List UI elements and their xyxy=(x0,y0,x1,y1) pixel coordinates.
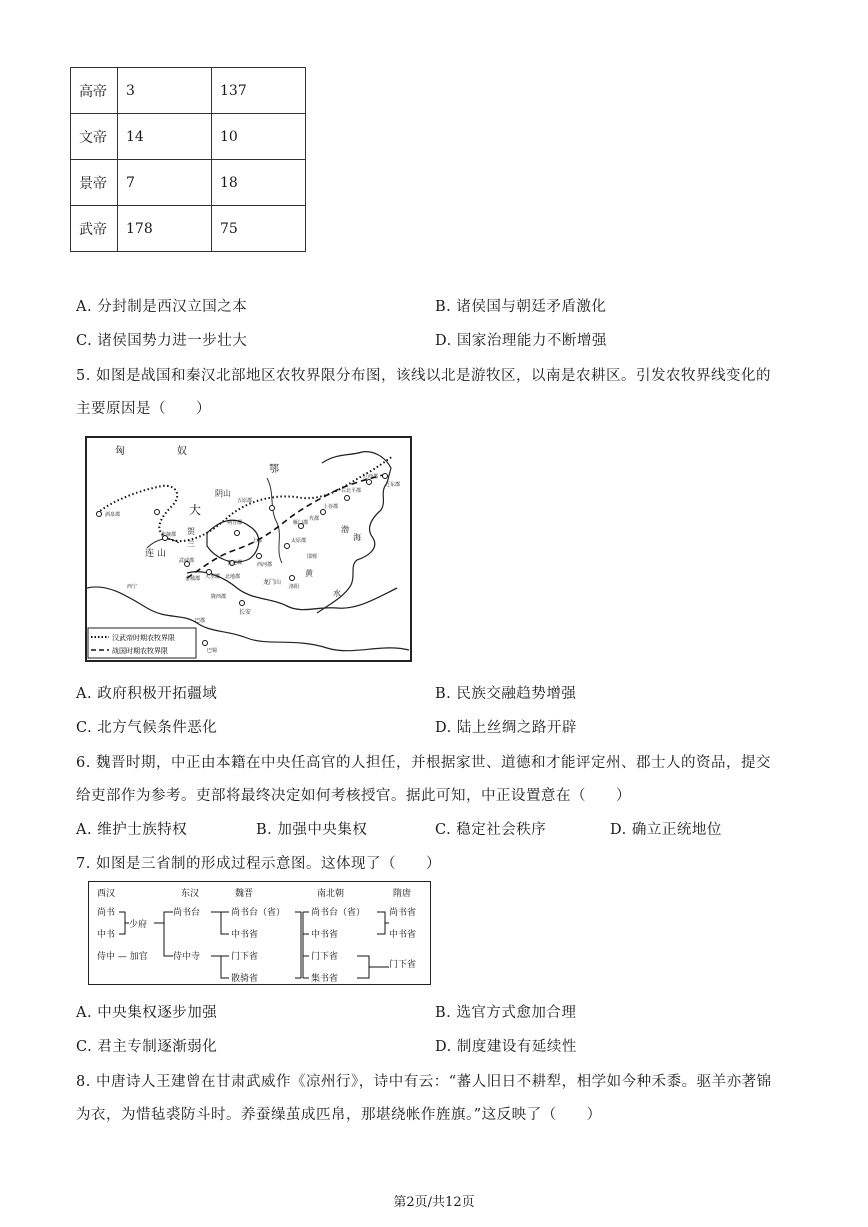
map-label: 陇西郡 xyxy=(211,594,227,600)
q4-option-b[interactable]: B. 诸侯国与朝廷矛盾激化 xyxy=(435,299,607,315)
map-label: 黄 xyxy=(305,569,313,578)
map-label: 兰 xyxy=(187,539,195,548)
diagram-svg xyxy=(89,882,430,984)
map-label: 右北平郡 xyxy=(341,488,362,494)
map-label: 大 xyxy=(189,503,202,517)
q4-option-c[interactable]: C. 诸侯国势力进一步壮大 xyxy=(76,333,248,349)
map-label: 龙门山 xyxy=(263,579,282,586)
map-label: 巴蜀 xyxy=(207,648,218,654)
table-cell: 178 xyxy=(118,206,212,252)
office-label: 尚书省 xyxy=(389,908,417,918)
table-cell: 3 xyxy=(118,68,212,114)
map-label: 上谷郡 xyxy=(323,504,339,510)
q7-stem: 7. 如图是三省制的形成过程示意图。这体现了（ ） xyxy=(76,856,441,872)
table-cell: 景帝 xyxy=(71,160,118,206)
map-label: 雁门郡 xyxy=(293,520,309,526)
q6-option-c[interactable]: C. 稳定社会秩序 xyxy=(435,822,547,838)
office-label: 集书省 xyxy=(311,974,339,984)
q7-option-b[interactable]: B. 选官方式愈加合理 xyxy=(435,1005,577,1021)
map-label: 巴郡 xyxy=(195,618,206,624)
map-label: 金城郡 xyxy=(185,576,201,582)
map-label: 水 xyxy=(333,589,341,598)
map-label: 辽东郡 xyxy=(385,482,401,488)
q6-option-b[interactable]: B. 加强中央集权 xyxy=(256,822,368,838)
map-label: 代郡 xyxy=(309,516,320,522)
map-label: 五原郡 xyxy=(237,498,253,504)
map-label: 武威郡 xyxy=(179,558,195,564)
map-label: 山 xyxy=(157,549,167,559)
office-label: 少府 xyxy=(129,920,148,930)
q7-option-a[interactable]: A. 中央集权逐步加强 xyxy=(76,1005,218,1021)
map-label: 匈 xyxy=(115,446,125,457)
table-row xyxy=(71,114,306,160)
page-footer: 第2页/共12页 xyxy=(393,1195,475,1210)
map-label: 朔方郡 xyxy=(227,520,243,526)
office-label: 尚书台（省） xyxy=(311,908,366,918)
q5-option-b[interactable]: B. 民族交融趋势增强 xyxy=(435,686,577,702)
office-label: 中书省 xyxy=(389,930,417,940)
map-label: 海 xyxy=(353,533,361,542)
map-label: 邯郸 xyxy=(307,554,318,560)
office-label: 门下省 xyxy=(231,952,259,962)
map-svg xyxy=(87,438,410,660)
q8-stem-line2: 为衣，为惜毡裘防斗时。养蚕缲茧成匹帛，那堪绕帐作旌旗。”这反映了（ ） xyxy=(76,1107,602,1123)
office-label: 门下省 xyxy=(311,952,339,962)
map-label: 天水郡 xyxy=(205,574,221,580)
map-legend xyxy=(88,628,196,658)
map-label: 安定郡 xyxy=(227,560,243,566)
office-label: 侍中寺 xyxy=(173,952,201,962)
q5-stem-line2: 主要原因是（ ） xyxy=(76,401,211,417)
map-label: 酒泉郡 xyxy=(105,512,121,518)
office-label: 中书省 xyxy=(231,930,259,940)
three-departments-diagram xyxy=(88,881,431,985)
q5-option-a[interactable]: A. 政府积极开拓疆域 xyxy=(76,686,218,702)
map-label: 辽西郡 xyxy=(363,474,379,480)
map-label: 张掖郡 xyxy=(161,532,177,538)
table-cell: 14 xyxy=(118,114,212,160)
office-label: 尚书台 xyxy=(173,908,201,918)
map-label: 贺 xyxy=(187,527,195,536)
q5-stem-line1: 5. 如图是战国和秦汉北部地区农牧界限分布图，该线以北是游牧区，以南是农耕区。引发农牧界线变化的 xyxy=(76,368,771,384)
era-label: 隋唐 xyxy=(393,889,412,899)
map-label: 长安 xyxy=(239,609,252,616)
table-row xyxy=(71,206,306,252)
q4-option-d[interactable]: D. 国家治理能力不断增强 xyxy=(435,333,607,349)
table-row xyxy=(71,68,306,114)
q6-stem-line2: 给吏部作为参考。吏部将最终决定如何考核授官。据此可知，中正设置意在（ ） xyxy=(76,788,631,804)
map-label: 奴 xyxy=(177,446,187,457)
office-label: 中书省 xyxy=(311,930,339,940)
q4-option-a[interactable]: A. 分封制是西汉立国之本 xyxy=(76,299,248,315)
era-label: 西汉 xyxy=(97,889,116,899)
era-label: 魏晋 xyxy=(235,889,254,899)
emperor-table xyxy=(70,67,306,252)
table-cell: 18 xyxy=(212,160,306,206)
map-label: 北地郡 xyxy=(225,574,241,580)
table-cell: 文帝 xyxy=(71,114,118,160)
office-label: 尚书台（省） xyxy=(231,908,286,918)
office-label: 中书 xyxy=(97,930,116,940)
map-label: 阴山 xyxy=(215,489,231,498)
map-label: 渤 xyxy=(341,525,349,534)
table-row xyxy=(71,160,306,206)
agro-pastoral-map xyxy=(85,436,412,662)
office-label: 尚书 xyxy=(97,908,116,918)
map-label: 洛阳 xyxy=(289,584,300,590)
q8-stem-line1: 8. 中唐诗人王建曾在甘肃武威作《凉州行》，诗中有云：“蕃人旧日不耕犁，相学如今种禾黍。驱羊亦著锦 xyxy=(76,1074,772,1090)
table-cell: 137 xyxy=(212,68,306,114)
era-label: 南北朝 xyxy=(317,889,345,899)
map-label: 鄂 xyxy=(269,464,279,475)
table-cell: 武帝 xyxy=(71,206,118,252)
q6-stem-line1: 6. 魏晋时期，中正由本籍在中央任高官的人担任，并根据家世、道德和才能评定州、郡士人的资品，提交 xyxy=(76,755,771,771)
map-label: 连 xyxy=(145,549,155,559)
map-label: 上郡 xyxy=(252,538,263,544)
table-cell: 75 xyxy=(212,206,306,252)
table-cell: 高帝 xyxy=(71,68,118,114)
office-label: 侍中 — 加官 xyxy=(97,952,148,962)
office-label: 门下省 xyxy=(389,960,417,970)
map-label: 西河郡 xyxy=(257,562,273,568)
map-label: 太原郡 xyxy=(291,538,307,544)
q7-option-c[interactable]: C. 君主专制逐渐弱化 xyxy=(76,1039,218,1055)
table-cell: 10 xyxy=(212,114,306,160)
era-label: 东汉 xyxy=(181,889,200,899)
table-cell: 7 xyxy=(118,160,212,206)
map-label: 西宁 xyxy=(127,584,138,590)
q6-option-d[interactable]: D. 确立正统地位 xyxy=(610,822,722,838)
q5-option-d[interactable]: D. 陆上丝绸之路开辟 xyxy=(435,720,577,736)
q6-option-a[interactable]: A. 维护士族特权 xyxy=(76,822,188,838)
legend-label: 汉武帝时期农牧界限 xyxy=(112,634,175,642)
legend-label: 战国时期农牧界限 xyxy=(112,647,168,655)
q7-option-d[interactable]: D. 制度建设有延续性 xyxy=(435,1039,577,1055)
office-label: 散骑省 xyxy=(231,974,259,984)
q5-option-c[interactable]: C. 北方气候条件恶化 xyxy=(76,720,218,736)
